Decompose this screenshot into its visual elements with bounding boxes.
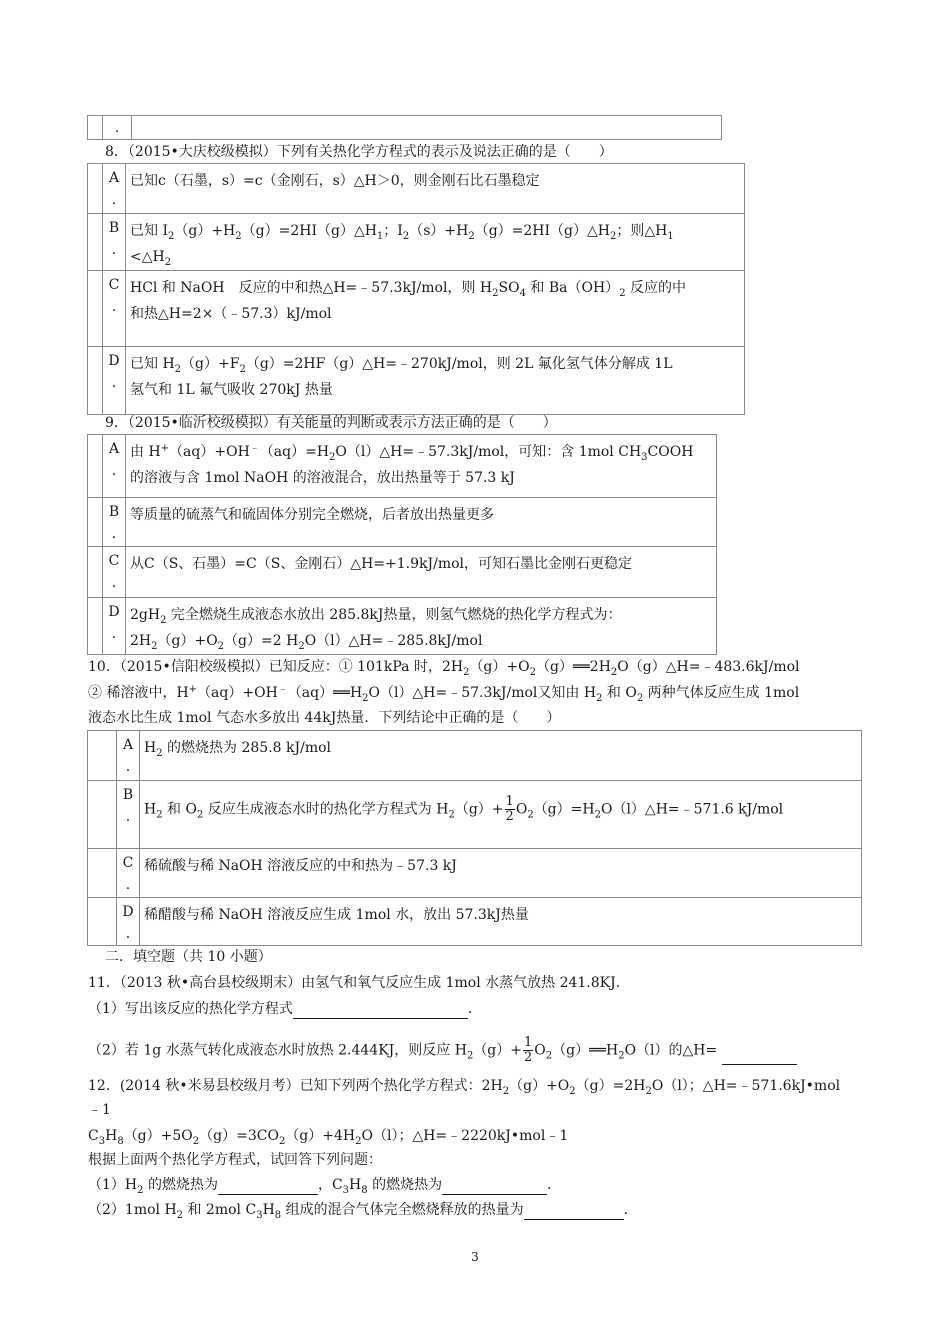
q8-options-table: [87, 163, 745, 415]
option-d-key: D .: [117, 898, 140, 946]
q11-stem: 11．（2013 秋•高台县校级期末）由氢气和氧气反应生成 1mol 水蒸气放热 241.8KJ．: [88, 975, 630, 991]
q12-stem-line-1: 12．(2014 秋•米易县校级月考）已知下列两个热化学方程式：$2H_2(g)+O_2(g)=2H_2O(l)$；△H=﹣571.6kJ•mol: [88, 1078, 841, 1097]
q9-option-d: $2gH_2$ 完全燃烧生成液态水放出 285.8kJ热量，则氢气燃烧的热化学方程式为： $2H_2(g)+O_2(g)=2$ $H_2O(l)\triangle H=﹣285.8kJ$/mol: [126, 598, 717, 655]
answer-blank[interactable]: [293, 1002, 468, 1019]
option-a-key: A .: [103, 164, 126, 214]
q8-option-c: HCl 和 NaOH 反应的中和热△H=﹣57.3kJ/mol，则 $H_2SO_4$ 和 $Ba(OH)_2$ 反应的中 和热△H=2×（﹣57.3）kJ/mol: [126, 271, 745, 347]
page-number: 3: [471, 1250, 479, 1264]
q10-stem-line-1: 10．（2015•信阳校级模拟）已知反应：① 101kPa 时，$2H_2(g)+O_2(g)══2H_2O(g)\triangle H=﹣483.6kJ$/mol: [88, 659, 800, 678]
q12-stem-line-4: 根据上面两个热化学方程式，试回答下列问题：: [88, 1152, 382, 1168]
q12-part-1: $(1)H_2$ 的燃烧热为 ，$C_3H_8$ 的燃烧热为 ．: [88, 1177, 562, 1196]
option-d-key: D .: [103, 598, 126, 655]
q10-option-d: 稀醋酸与稀 NaOH 溶液反应生成 1mol 水，放出 57.3kJ热量: [140, 898, 862, 946]
option-c-key: C .: [117, 849, 140, 898]
q8-option-b: 已知 $I_2(g)+H_2(g)=2HI(g)\triangle H_1$；$I_2(s)+H_2(g)=2HI(g)\triangle H_2$；则$\triangle H_1$ $<\triangle H_2$: [126, 214, 745, 271]
option-content: [132, 116, 722, 140]
option-c-key: C .: [103, 547, 126, 598]
q9-stem: 9．（2015•临沂校级模拟）有关能量的判断或表示方法正确的是（ ）: [105, 415, 557, 431]
q8-stem: 8．（2015•大庆校级模拟）下列有关热化学方程式的表示及说法正确的是（ ）: [105, 144, 613, 160]
fraction-half: $\frac{1}{2}$: [505, 794, 514, 824]
q10-option-a: $H_2$ 的燃烧热为 285.8 kJ/mol: [140, 731, 862, 781]
option-a-key: A .: [103, 435, 126, 498]
q10-options-table: [87, 730, 862, 946]
answer-blank[interactable]: [218, 1178, 318, 1195]
q11-part-1: （1）写出该反应的热化学方程式 ．: [88, 1001, 482, 1017]
answer-blank[interactable]: [722, 1048, 797, 1065]
q12-stem-line-3: $C_3H_8(g)+5O_2(g)=3CO_2(g)+4H_2O(l)$；△H=﹣2220kJ•mol﹣1: [88, 1128, 569, 1147]
q8-option-d: 已知 $H_2(g)+F_2(g)=2HF(g)\triangle H=﹣270kJ$/mol，则 2L 氟化氢气体分解成 1L 氢气和 1L 氟气吸收 270kJ 热量: [126, 347, 745, 415]
q8-option-a: 已知c（石墨，s）=c（金刚石，s）△H＞0，则金刚石比石墨稳定: [126, 164, 745, 214]
answer-blank[interactable]: [524, 1203, 624, 1220]
q12-part-2: （2）1mol $H_2$ 和 2mol $C_3H_8$ 组成的混合气体完全燃烧释放的热量为 ．: [88, 1202, 638, 1221]
option-key: .: [103, 116, 132, 140]
q7-options-table-tail: [87, 115, 722, 140]
option-c-key: C .: [103, 271, 126, 347]
option-b-key: B .: [103, 214, 126, 271]
q10-option-c: 稀硫酸与稀 NaOH 溶液反应的中和热为﹣57.3 kJ: [140, 849, 862, 898]
q9-option-c: 从C（S、石墨）=C（S、金刚石）△H=+1.9kJ/mol，可知石墨比金刚石更稳定: [126, 547, 717, 598]
option-b-key: B .: [117, 781, 140, 849]
q10-stem-line-2: ② 稀溶液中，$H^+(aq)+OH^﹣(aq)══H_2O(l)\triangle H=﹣57.3kJ$/mol又知由 $H_2$ 和 $O_2$ 两种气体反应生成 1mol: [88, 684, 800, 704]
q12-stem-line-2: ﹣1: [88, 1102, 111, 1118]
q9-option-b: 等质量的硫蒸气和硫固体分别完全燃烧，后者放出热量更多: [126, 498, 717, 547]
answer-blank[interactable]: [442, 1178, 547, 1195]
table-left-cell: [88, 116, 103, 140]
q10-option-b: $H_2$ 和 $O_2$ 反应生成液态水时的热化学方程式为 $H_2(g)+$ $\frac{1}{2}$ $O_2(g)=H_2O(l)\triangle H=﹣571.6$ kJ/mol: [140, 781, 862, 849]
section-heading: 二．填空题（共 10 小题）: [105, 949, 272, 965]
q9-option-a: 由 $H^+(aq)+OH^﹣(aq)=H_2O(l)\triangle H=﹣57.3kJ$/mol，可知：含 1mol $CH_3COOH$ 的溶液与含 1mol NaOH 的溶液混合，放出热量等于 57.3 kJ: [126, 435, 717, 498]
q11-part-2: （2）若 1g 水蒸气转化成液态水时放热 2.444KJ，则反应 $H_2(g)+$ $\frac{1}{2}$ $O_2(g)══H_2O(l)$的△H=: [88, 1036, 797, 1065]
q10-stem-line-3: 液态水比生成 1mol 气态水多放出 44kJ热量．下列结论中正确的是（ ）: [88, 710, 561, 726]
fraction-half: $\frac{1}{2}$: [524, 1035, 533, 1065]
option-a-key: A .: [117, 731, 140, 781]
q9-options-table: [87, 434, 717, 655]
option-d-key: D .: [103, 347, 126, 415]
option-b-key: B .: [103, 498, 126, 547]
